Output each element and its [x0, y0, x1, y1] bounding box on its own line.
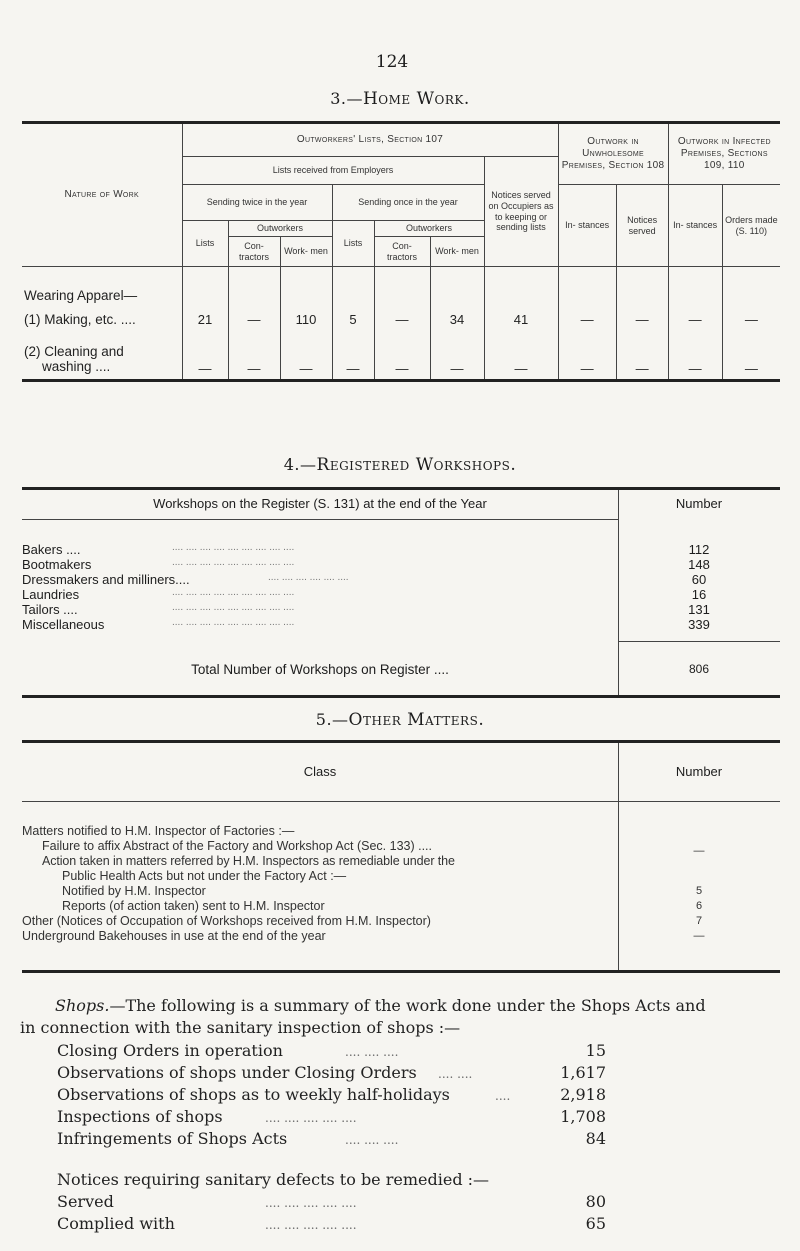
class-header: Class	[303, 764, 337, 779]
infected-orders-header: Orders made (S. 110)	[722, 185, 780, 267]
stat-value: 84	[585, 1129, 606, 1148]
twice-workmen-header: Work- men	[280, 237, 332, 267]
section-3-heading: Home Work.	[362, 89, 470, 109]
table-row: Tailors .... .... .... .... .... .... .... .... .... .... 131	[22, 602, 780, 617]
row-value: 60	[691, 572, 707, 587]
cell: 110	[280, 303, 332, 337]
row-value: 131	[688, 602, 710, 617]
cell: —	[280, 359, 332, 381]
row-label: Dressmakers and milliners....	[22, 572, 190, 587]
section-4-number: 4.—	[283, 455, 317, 474]
cell: 21	[182, 303, 228, 337]
sending-twice-header: Sending twice in the year	[182, 185, 332, 221]
total-value: 806	[688, 662, 710, 676]
row-label: Tailors ....	[22, 602, 78, 617]
cell: 34	[430, 303, 484, 337]
notice-label: Complied with	[57, 1214, 175, 1233]
stat-label: Observations of shops under Closing Orders	[57, 1063, 417, 1082]
row-label: washing ....	[22, 359, 182, 381]
stat-label: Closing Orders in operation	[57, 1041, 283, 1060]
infected-premises-header: Outwork in Infected Premises, Sections 109, 110	[668, 123, 780, 185]
section-3-number: 3.—	[330, 89, 363, 108]
notice-value: 65	[585, 1214, 606, 1233]
cell: —	[484, 359, 558, 381]
once-workmen-header: Work- men	[430, 237, 484, 267]
once-lists-header: Lists	[332, 221, 374, 267]
table-row: Dressmakers and milliners.... .... .... .... .... .... .... 60	[22, 572, 780, 587]
cell: —	[722, 303, 780, 337]
table-row: Bakers .... .... .... .... .... .... .... .... .... .... 112	[22, 542, 780, 557]
cell: —	[558, 359, 616, 381]
sending-once-header: Sending once in the year	[332, 185, 484, 221]
section-5-heading: Other Matters.	[348, 710, 485, 730]
row-value: 339	[688, 617, 710, 632]
twice-lists-header: Lists	[182, 221, 228, 267]
twice-contractors-header: Con- tractors	[228, 237, 280, 267]
once-contractors-header: Con- tractors	[374, 237, 430, 267]
cell: —	[668, 359, 722, 381]
row-label: (2) Cleaning and	[22, 337, 182, 359]
registered-workshops-table	[22, 487, 780, 698]
cell: —	[228, 359, 280, 381]
total-label: Total Number of Workshops on Register ....	[191, 662, 449, 677]
section-5-number: 5.—	[315, 710, 349, 729]
row-label: (1) Making, etc. ....	[22, 303, 182, 337]
cell: —	[332, 359, 374, 381]
row-value: 16	[691, 587, 707, 602]
section-3-title	[0, 89, 800, 109]
cell: —	[616, 359, 668, 381]
page-number: 124	[375, 52, 409, 72]
shops-heading: Shops.	[55, 996, 110, 1015]
matter-line: Notified by H.M. Inspector	[62, 884, 206, 898]
matter-line: Other (Notices of Occupation of Workshops received from H.M. Inspector)	[22, 914, 431, 928]
section-5-title	[0, 710, 800, 730]
matter-value: 6	[695, 900, 703, 912]
outworkers-lists-header: Outworkers' Lists, Section 107	[182, 123, 558, 157]
cell: 41	[484, 303, 558, 337]
cell: —	[668, 303, 722, 337]
cell: 5	[332, 303, 374, 337]
table-row: Bootmakers .... .... .... .... .... .... .... .... .... 148	[22, 557, 780, 572]
row-label: Wearing Apparel—	[22, 267, 182, 303]
row-value: 148	[688, 557, 710, 572]
notices-served-occupiers-header: Notices served on Occupiers as to keeping or sending lists	[484, 157, 558, 267]
matter-line: Reports (of action taken) sent to H.M. Inspector	[62, 899, 325, 913]
cell: —	[558, 303, 616, 337]
cell: —	[182, 359, 228, 381]
row-label: Bootmakers	[22, 557, 92, 572]
cell: —	[374, 303, 430, 337]
cell: —	[228, 303, 280, 337]
matter-value: —	[693, 845, 705, 857]
matter-value: 5	[695, 885, 703, 897]
section-4-heading: Registered Workshops.	[316, 455, 517, 475]
row-label: Laundries	[22, 587, 80, 602]
shops-intro-text: —The following is a summary of the work done under the Shops Acts and	[109, 996, 706, 1015]
lists-received-header: Lists received from Employers	[182, 157, 484, 185]
section-4-title	[0, 455, 800, 475]
home-work-table	[22, 121, 780, 382]
cell: —	[722, 359, 780, 381]
unwholesome-notices-header: Notices served	[616, 185, 668, 267]
stat-value: 1,617	[560, 1063, 606, 1082]
unwholesome-instances-header: In- stances	[558, 185, 616, 267]
cell: —	[616, 303, 668, 337]
matter-line: Public Health Acts but not under the Factory Act :—	[62, 869, 347, 883]
notice-value: 80	[585, 1192, 606, 1211]
unwholesome-premises-header: Outwork in Unwholesome Premises, Section 108	[558, 123, 668, 185]
row-label: Bakers ....	[22, 542, 81, 557]
matter-line: Underground Bakehouses in use at the end of the year	[22, 929, 326, 943]
matter-line: Failure to affix Abstract of the Factory and Workshop Act (Sec. 133) ....	[42, 839, 432, 853]
matter-value: —	[693, 930, 705, 942]
twice-outworkers-header: Outworkers	[228, 221, 332, 237]
notice-label: Served	[57, 1192, 114, 1211]
infected-instances-header: In- stances	[668, 185, 722, 267]
stat-label: Observations of shops as to weekly half-holidays	[57, 1085, 450, 1104]
shops-intro	[20, 995, 800, 1039]
cell: —	[430, 359, 484, 381]
table-row: Miscellaneous .... .... .... .... .... .... .... .... .... 339	[22, 617, 780, 632]
stat-value: 15	[585, 1041, 606, 1060]
nature-of-work-header: Nature of Work	[22, 123, 182, 267]
cell: —	[374, 359, 430, 381]
number-header: Number	[675, 496, 723, 511]
number-header: Number	[675, 764, 723, 779]
matter-line: Action taken in matters referred by H.M. Inspectors as remediable under the	[42, 854, 455, 868]
other-matters-table	[22, 740, 780, 973]
notices-heading: Notices requiring sanitary defects to be remedied :—	[57, 1170, 490, 1189]
workshops-header: Workshops on the Register (S. 131) at the end of the Year	[153, 496, 487, 511]
stat-value: 1,708	[560, 1107, 606, 1126]
table-row: Laundries .... .... .... .... .... .... .... .... .... 16	[22, 587, 780, 602]
stat-value: 2,918	[560, 1085, 606, 1104]
once-outworkers-header: Outworkers	[374, 221, 484, 237]
matter-line: Matters notified to H.M. Inspector of Factories :—	[22, 824, 295, 838]
row-value: 112	[688, 542, 710, 557]
matter-value: 7	[695, 915, 703, 927]
row-label: Miscellaneous	[22, 617, 105, 632]
stat-label: Inspections of shops	[57, 1107, 223, 1126]
shops-intro-line2: in connection with the sanitary inspection of shops :—	[20, 1018, 461, 1037]
stat-label: Infringements of Shops Acts	[57, 1129, 288, 1148]
